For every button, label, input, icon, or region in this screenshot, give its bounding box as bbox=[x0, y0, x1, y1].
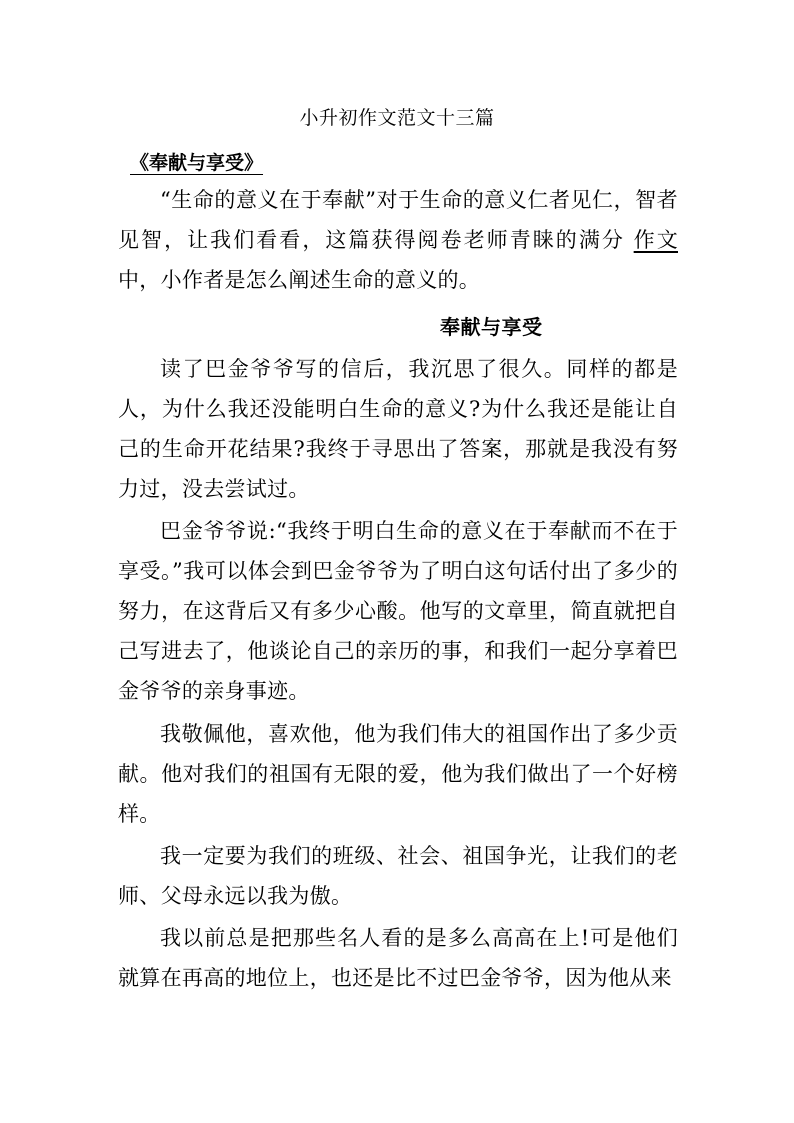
body-paragraph-2: 巴金爷爷说:“我终于明白生命的意义在于奉献而不在于享受。”我可以体会到巴金爷爷为了明白这句话付出了多少的努力，在这背后又有多少心酸。他写的文章里，简直就把自己写进去了，他谈论自己的亲历的事，和我们一起分享着巴金爷爷的亲身事迹。 bbox=[118, 519, 678, 703]
body-paragraph-4: 我一定要为我们的班级、社会、祖国争光，让我们的老师、父母永远以我为傲。 bbox=[118, 844, 678, 908]
document-title: 小升初作文范文十三篇 bbox=[299, 107, 495, 129]
body-paragraph-5: 我以前总是把那些名人看的是多么高高在上!可是他们就算在再高的地位上，也还是比不过巴金爷爷，因为他从来 bbox=[118, 926, 678, 990]
essay-link[interactable]: 作文 bbox=[633, 228, 678, 252]
intro-text-before: “生命的意义在于奉献”对于生命的意义仁者见仁，智者见智，让我们看看，这篇获得阅卷老师青睐的满分 bbox=[118, 188, 678, 252]
intro-paragraph bbox=[118, 180, 678, 300]
body-paragraph-1: 读了巴金爷爷写的信后，我沉思了很久。同样的都是人，为什么我还没能明白生命的意义?为什么我还是能让自己的生命开花结果?我终于寻思出了答案，那就是我没有努力过，没去尝试过。 bbox=[118, 357, 678, 501]
intro-text-after: 中，小作者是怎么阐述生命的意义的。 bbox=[118, 268, 481, 292]
essay-title: 奉献与享受 bbox=[440, 315, 543, 339]
body-paragraph-3: 我敬佩他，喜欢他，他为我们伟大的祖国作出了多少贡献。他对我们的祖国有无限的爱，他为我们做出了一个好榜样。 bbox=[118, 722, 678, 826]
section-heading: 《奉献与享受》 bbox=[130, 152, 264, 174]
